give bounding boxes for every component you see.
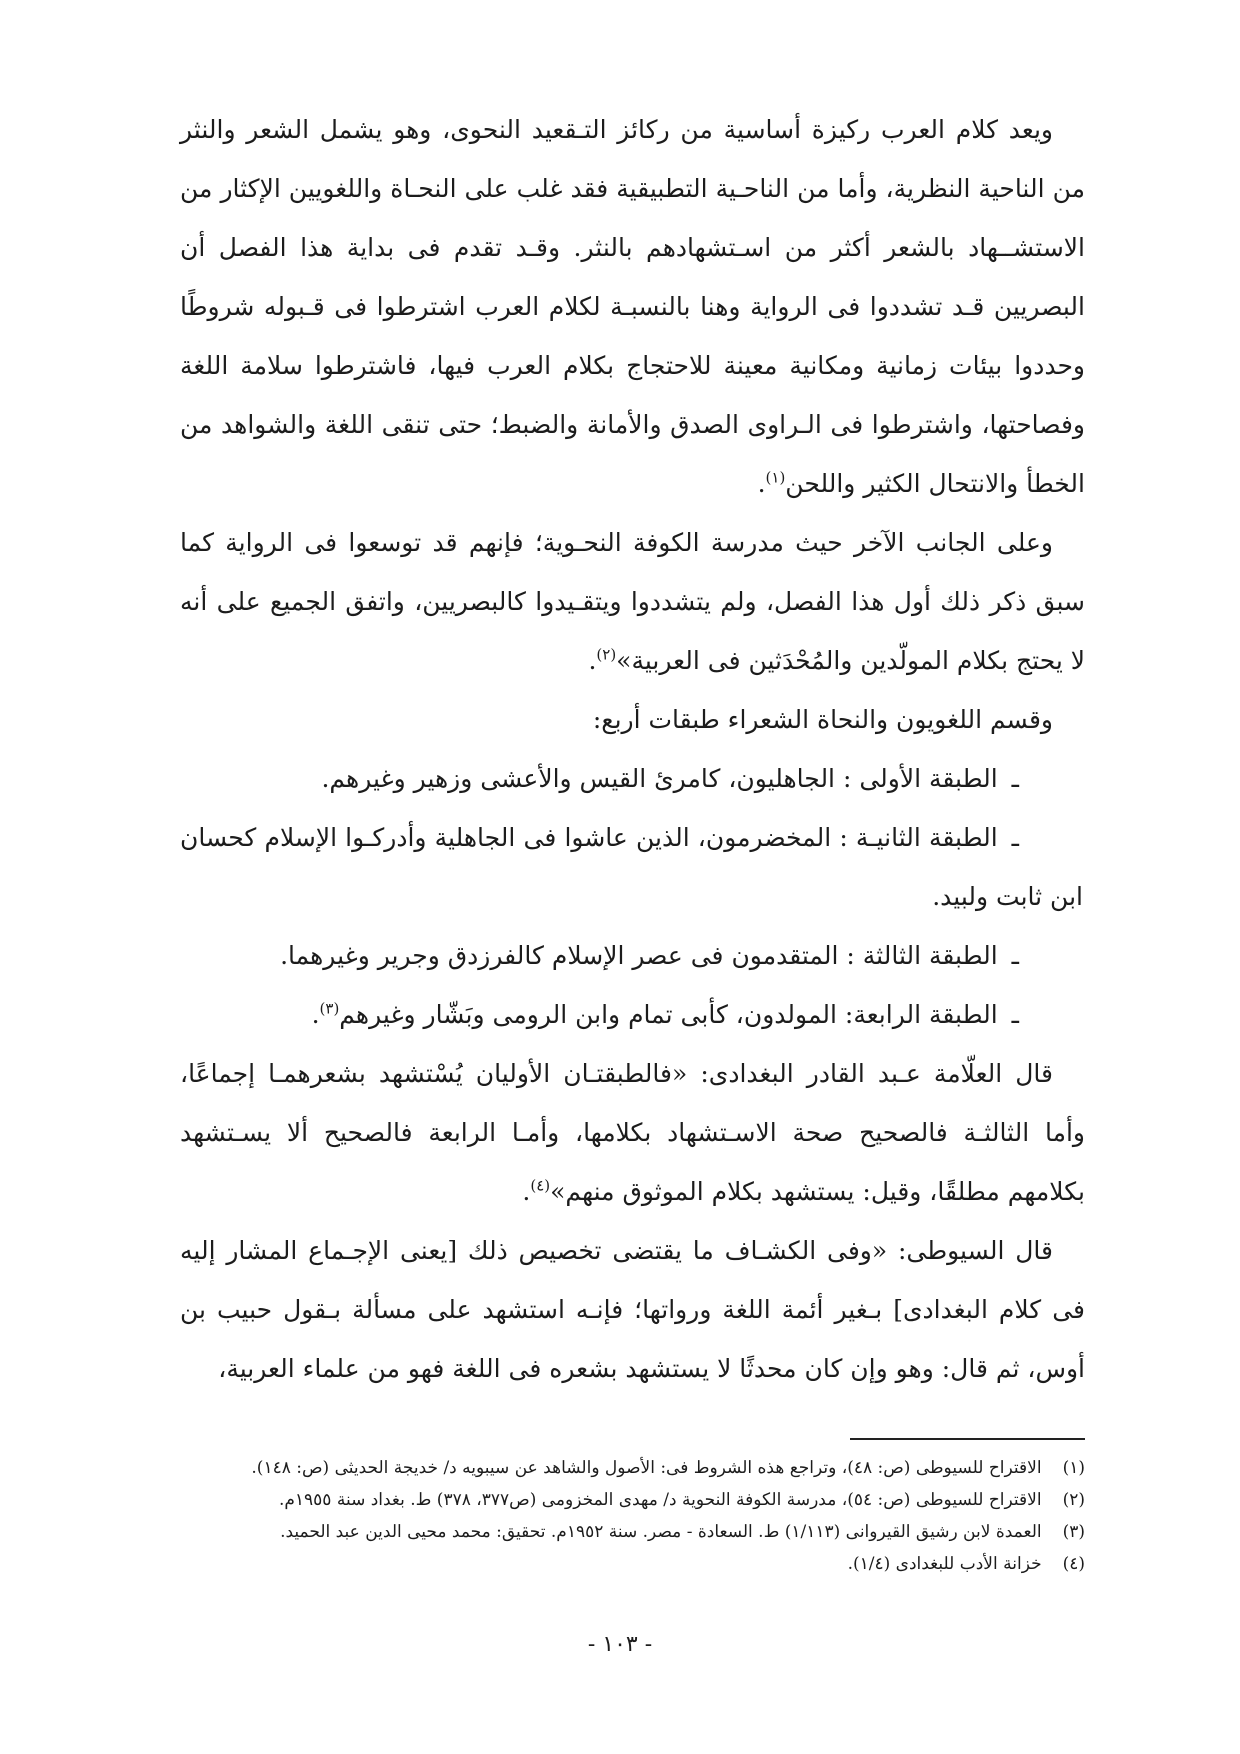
footnote-text: العمدة لابن رشيق القيروانى (١/١١٣) ط. السعادة - مصر. سنة ١٩٥٢م. تحقيق: محمد محيى الدين عبد الحميد.	[280, 1522, 1042, 1542]
footnote	[180, 1516, 1085, 1548]
footnote-ref: (٢)	[596, 645, 617, 664]
list-item-text: الطبقة الرابعة: المولدون، كأبى تمام وابن الرومى وبَشّار وغيرهم	[339, 1000, 998, 1029]
list-item	[180, 808, 1085, 926]
paragraph-text: قال السيوطى: «وفى الكشـاف ما يقتضى تخصيص ذلك [يعنى الإجـماع المشار إليه فى كلام البغدادى] بـغير أئمة اللغة ورواتها؛ فإنـه استشهد على مسألة بـقول حبيب بن أوس، ثم قال: وهو وإن كان محدثًا لا يستشهد بشعره فى اللغة فهو من علماء العربية،	[180, 1236, 1085, 1383]
paragraph	[180, 1221, 1085, 1398]
list-item-text: الطبقة الثالثة : المتقدمون فى عصر الإسلام كالفرزدق وجرير وغيرهما.	[280, 941, 998, 970]
list-item	[180, 926, 1085, 985]
footnote	[180, 1548, 1085, 1580]
page-number: - ١٠٣ -	[587, 1632, 653, 1657]
footnote-ref: (٣)	[319, 999, 340, 1018]
paragraph-text: قال العلّامة عـبد القادر البغدادى: «فالطبقتـان الأوليان يُسْتشهد بشعرهمـا إجماعًا، وأما الثالثـة فالصحيح صحة الاسـتشهاد بكلامها، وأمـا الرابعة فالصحيح ألا يسـتشهد بكلامهم مطلقًا، وقيل: يستشهد بكلام الموثوق منهم»	[180, 1059, 1085, 1206]
footnote-text: خزانة الأدب للبغدادى (١/٤).	[847, 1554, 1042, 1574]
paragraph	[180, 100, 1085, 513]
footnotes	[180, 1452, 1085, 1580]
footnote-divider	[850, 1438, 1085, 1440]
footnote-number: (٤)	[1062, 1554, 1085, 1574]
footnote-number: (١)	[1062, 1458, 1085, 1478]
paragraph-text: وقسم اللغويون والنحاة الشعراء طبقات أربع:	[592, 705, 1053, 734]
footnote-text: الاقتراح للسيوطى (ص: ٥٤)، مدرسة الكوفة النحوية د/ مهدى المخزومى (ص٣٧٧، ٣٧٨) ط. بغداد سنة ١٩٥٥م.	[278, 1490, 1042, 1510]
list-item-text: الطبقة الثانيـة : المخضرمون، الذين عاشوا فى الجاهلية وأدركـوا الإسلام كحسان ابن ثابت ولبيد.	[180, 823, 1083, 911]
footnote	[180, 1452, 1085, 1484]
dash-bullet: ـ	[1011, 823, 1019, 852]
paragraph	[180, 1044, 1085, 1221]
footnote-ref: (٤)	[530, 1176, 551, 1195]
paragraph-text: ويعد كلام العرب ركيزة أساسية من ركائز التـقعيد النحوى، وهو يشمل الشعر والنثر من الناحية النظرية، وأما من الناحـية التطبيقية فقد غلب على النحـاة واللغويين الإكثار من الاستشــهاد بالشعر أكثر من اسـتشهادهم بالنثر. وقـد تقدم فى بداية هذا الفصل أن البصريين قـد تشددوا فى الرواية وهنا بالنسبـة لكلام العرب اشترطوا فى قـبوله شروطًا وحددوا بيئات زمانية ومكانية معينة للاحتجاج بكلام العرب فيها، فاشترطوا سلامة اللغة وفصاحتها، واشترطوا فى الـراوى الصدق والأمانة والضبط؛ حتى تنقى اللغة والشواهد من الخطأ والانتحال الكثير واللحن	[180, 115, 1085, 498]
dash-bullet: ـ	[1011, 1000, 1019, 1029]
footnote	[180, 1484, 1085, 1516]
footnote-number: (٣)	[1062, 1522, 1085, 1542]
footnote-ref: (١)	[765, 468, 786, 487]
list-item	[180, 985, 1085, 1044]
paragraph	[180, 513, 1085, 690]
paragraph-end: .	[588, 646, 597, 675]
paragraph-end: .	[522, 1177, 531, 1206]
body-text	[180, 100, 1085, 1398]
dash-bullet: ـ	[1011, 764, 1019, 793]
list-item	[180, 749, 1085, 808]
paragraph-text: وعلى الجانب الآخر حيث مدرسة الكوفة النحـوية؛ فإنهم قد توسعوا فى الرواية كما سبق ذكر ذلك أول هذا الفصل، ولم يتشددوا ويتقـيدوا كالبصريين، واتفق الجميع على أنه لا يحتج بكلام المولّدين والمُحْدَثين فى العربية»	[180, 528, 1085, 675]
paragraph-end: .	[757, 469, 766, 498]
footnote-number: (٢)	[1062, 1490, 1085, 1510]
paragraph-end: .	[311, 1000, 320, 1029]
list-item-text: الطبقة الأولى : الجاهليون، كامرئ القيس والأعشى وزهير وغيرهم.	[321, 764, 998, 793]
dash-bullet: ـ	[1011, 941, 1019, 970]
paragraph	[180, 690, 1085, 749]
footnote-text: الاقتراح للسيوطى (ص: ٤٨)، وتراجع هذه الشروط فى: الأصول والشاهد عن سيبويه د/ خديجة الحديثى (ص: ١٤٨).	[251, 1458, 1042, 1478]
